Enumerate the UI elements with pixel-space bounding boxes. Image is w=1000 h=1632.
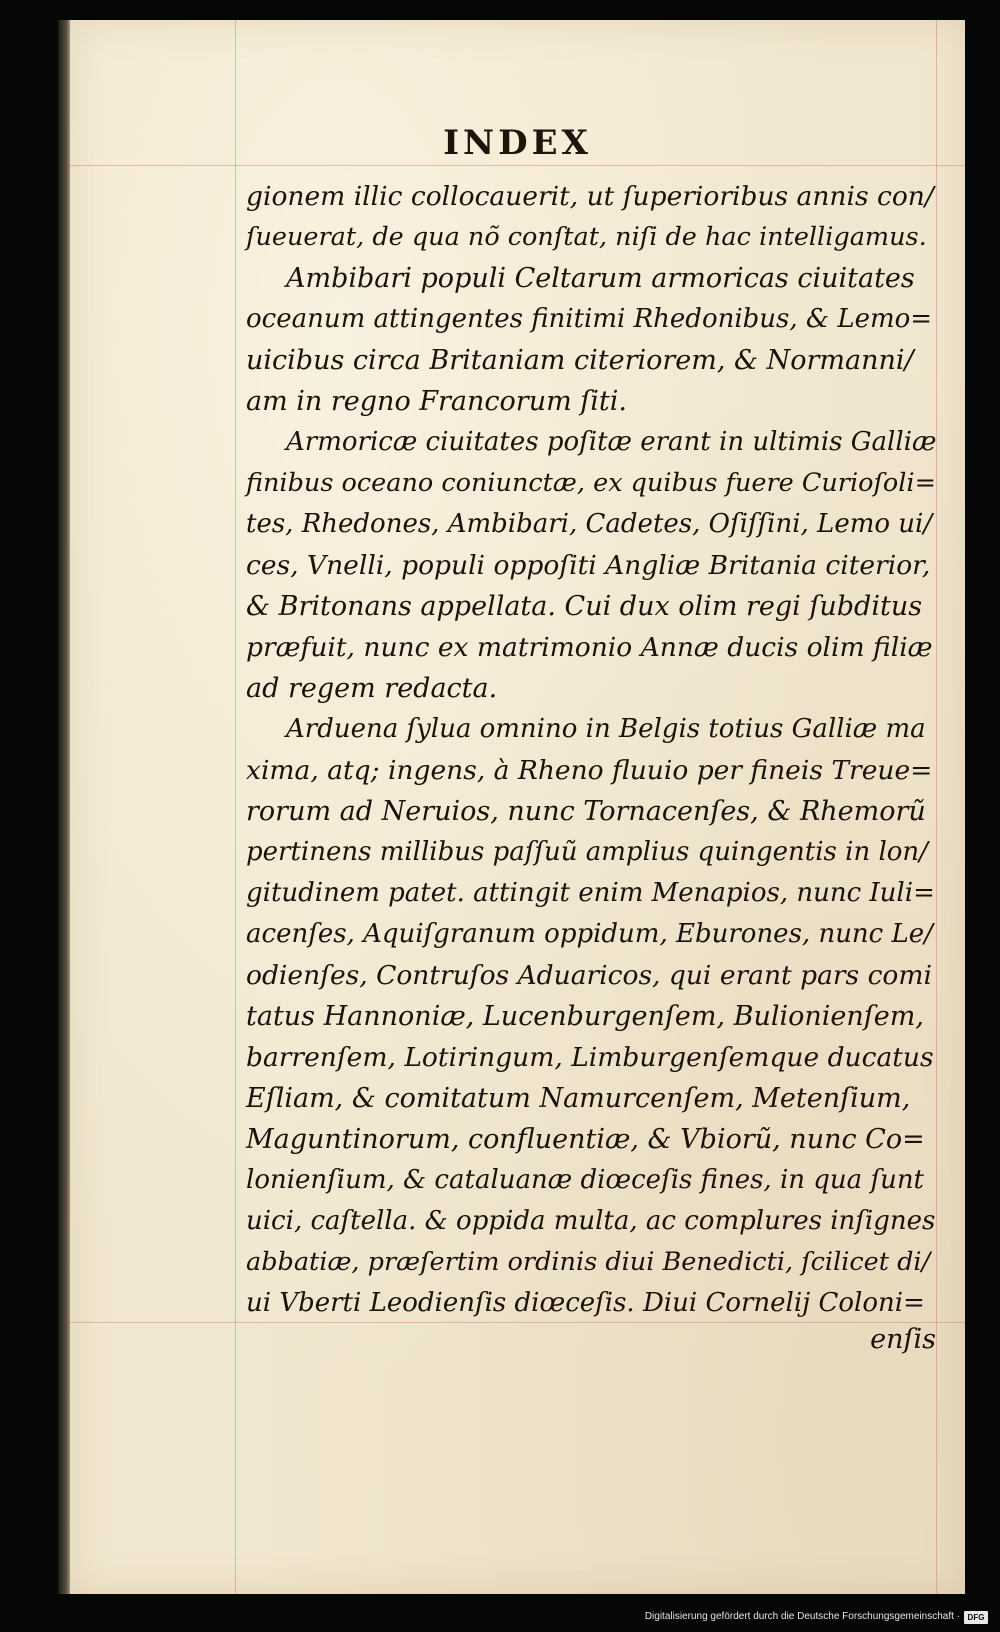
text-line: Maguntinorum, confluentiæ, & Vbiorũ, nunc Co= (246, 1124, 925, 1155)
ruling-line-left (235, 20, 236, 1594)
text-line: ſueuerat, de qua nõ conſtat, niſi de hac intelligamus. (246, 222, 927, 252)
text-line: gionem illic collocauerit, ut ſuperioribus annis con/ (246, 181, 934, 212)
text-line: præfuit, nunc ex matrimonio Annæ ducis olim filiæ (246, 632, 933, 663)
text-line: uici, caſtella. & oppida multa, ac complures inſignes (246, 1206, 936, 1236)
text-line: gitudinem patet. attingit enim Menapios, nunc Iuli= (246, 878, 935, 908)
text-line: barrenſem, Lotiringum, Limburgenſemque ducatus (246, 1042, 934, 1073)
text-line: finibus oceano coniunctæ, ex quibus fuere Curioſoli= (246, 468, 936, 498)
text-line: tatus Hannoniæ, Lucenburgenſem, Bulionienſem, (246, 1001, 924, 1032)
text-line: acenſes, Aquiſgranum oppidum, Eburones, nunc Le/ (246, 919, 933, 949)
digitization-credit: Digitalisierung gefördert durch die Deutsche Forschungsgemeinschaft · (644, 1611, 960, 1622)
catchword: enſis (870, 1324, 936, 1355)
book-page (70, 20, 965, 1594)
footer-bar (0, 1594, 1000, 1632)
text-line: am in regno Francorum ſiti. (246, 386, 627, 417)
text-line: uicibus circa Britaniam citeriorem, & Normanni/ (246, 345, 914, 376)
text-line: pertinens millibus paſſuũ amplius quingentis in lon/ (246, 837, 928, 867)
running-head: INDEX (443, 123, 592, 163)
text-line: ad regem redacta. (246, 673, 498, 704)
ruling-line-right (936, 20, 937, 1594)
text-line: rorum ad Neruios, nunc Tornacenſes, & Rhemorũ (246, 796, 926, 827)
text-line: tes, Rhedones, Ambibari, Cadetes, Oſiſſini, Lemo ui/ (246, 509, 933, 539)
text-line: Eſliam, & comitatum Namurcenſem, Metenſium, (246, 1083, 911, 1114)
text-line: ui Vberti Leodienſis diœceſis. Diui Cornelij Coloni= (246, 1288, 925, 1318)
text-line: lonienſium, & cataluanæ diœceſis fines, in qua ſunt (246, 1165, 925, 1195)
text-line: abbatiæ, præſertim ordinis diui Benedicti, ſcilicet di/ (246, 1247, 931, 1277)
text-line: & Britonans appellata. Cui dux olim regi ſubditus (246, 591, 923, 622)
ruling-line-top (70, 165, 965, 166)
text-line: Arduena ſylua omnino in Belgis totius Galliæ ma (286, 714, 926, 744)
dfg-logo-icon: DFG (964, 1611, 988, 1624)
text-body (246, 176, 936, 1324)
text-line: Armoricæ ciuitates poſitæ erant in ultimis Galliæ (286, 427, 937, 457)
text-line: xima, atq; ingens, à Rheno fluuio per fineis Treue= (246, 755, 933, 786)
text-line: Ambibari populi Celtarum armoricas ciuitates (286, 263, 915, 294)
text-line: ces, Vnelli, populi oppoſiti Angliæ Britania citerior, (246, 550, 931, 581)
text-line: oceanum attingentes finitimi Rhedonibus, & Lemo= (246, 304, 933, 334)
text-line: odienſes, Contruſos Aduaricos, qui erant pars comi (246, 960, 932, 991)
